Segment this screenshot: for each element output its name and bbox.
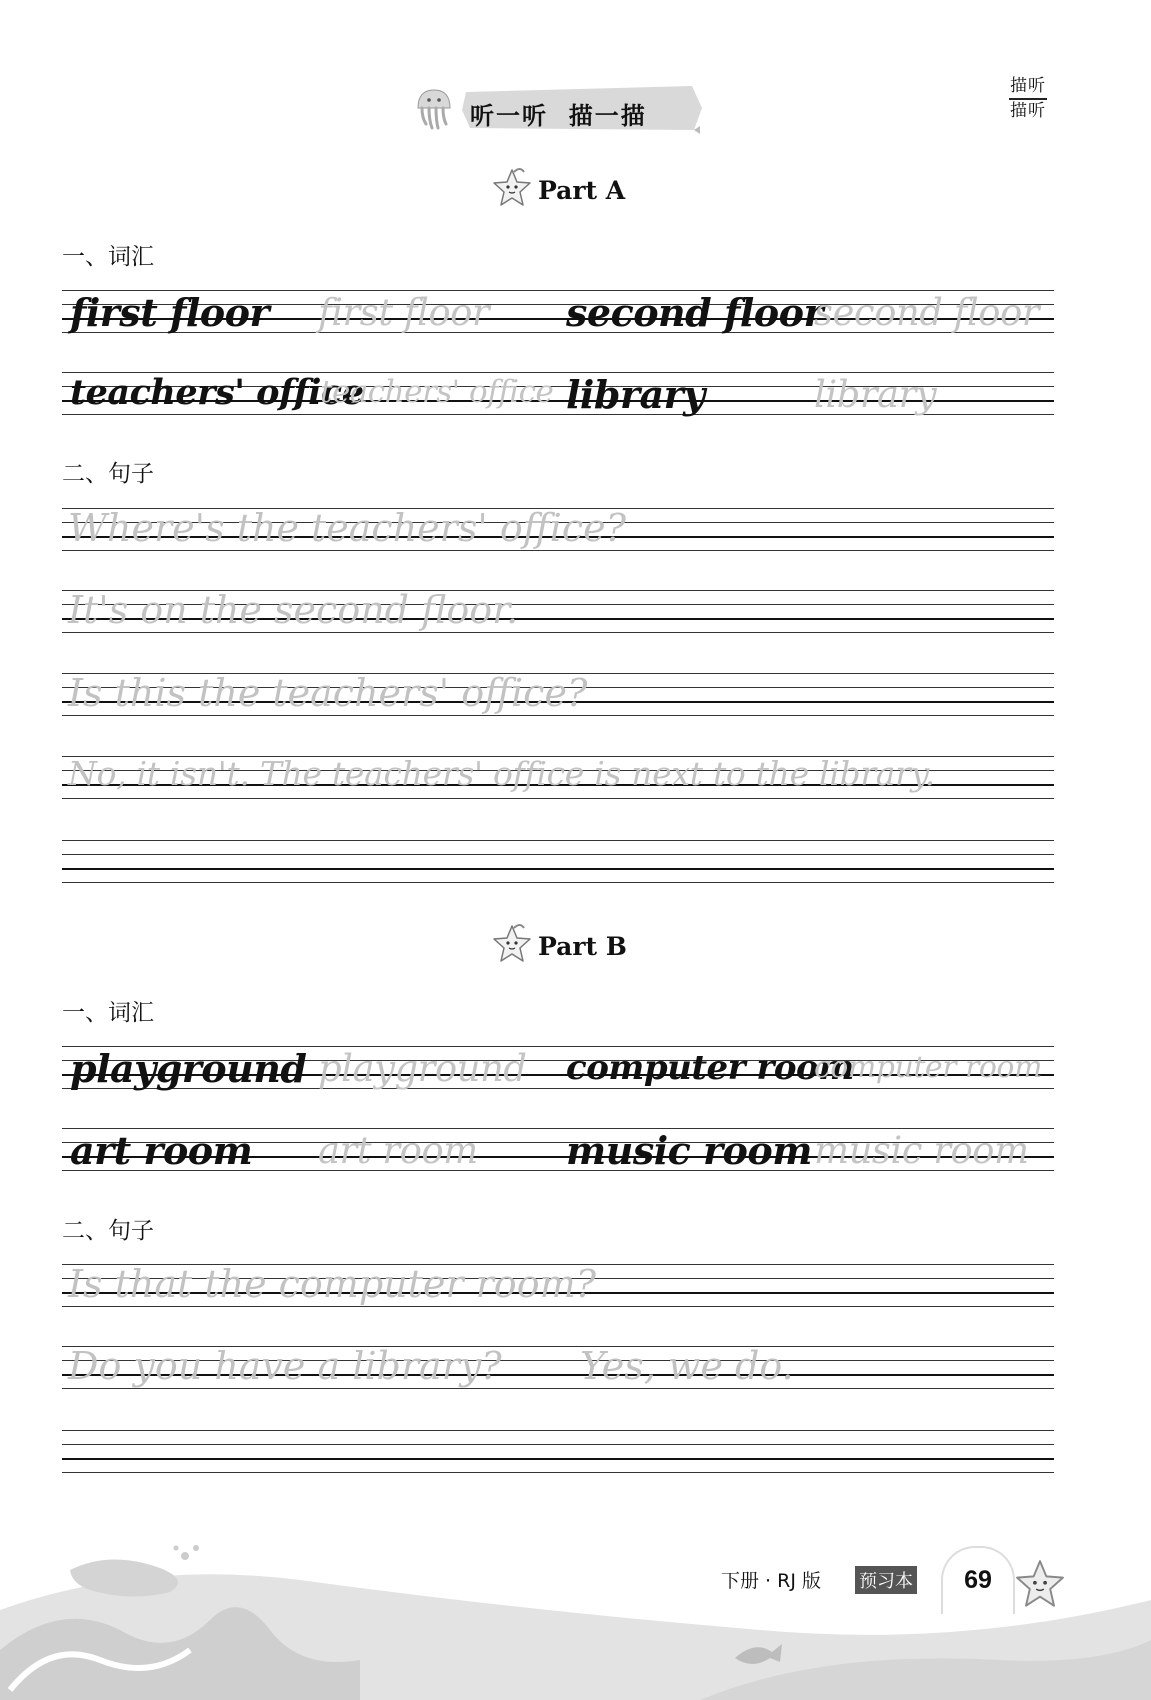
trace-sentence: Is this the teachers' office?	[68, 671, 588, 715]
footer-book-label: 下册 · RJ 版	[721, 1570, 821, 1592]
vocab-trace: computer room	[814, 1050, 1042, 1085]
page-number: 69	[941, 1546, 1015, 1614]
part-b-title: Part B	[538, 932, 627, 961]
trace-sentence: Where's the teachers' office?	[68, 506, 626, 550]
vocab-word: teachers' office	[70, 372, 364, 413]
part-b-vocab-label: 一、词汇	[62, 1000, 154, 1026]
vocab-word: music room	[566, 1128, 812, 1173]
star-mascot-icon	[490, 166, 534, 210]
vocab-word: art room	[70, 1128, 253, 1173]
vocab-word: first floor	[70, 290, 269, 335]
vocab-trace: first floor	[318, 291, 490, 334]
side-label-top: 描听	[1010, 76, 1046, 96]
part-a-heading	[490, 166, 690, 210]
star-mascot-icon	[1012, 1556, 1068, 1612]
trace-sentence: Do you have a library?	[68, 1344, 502, 1388]
part-b-sentence-label: 二、句子	[62, 1218, 154, 1244]
vocab-trace: teachers' office	[320, 374, 554, 410]
trace-sentence-answer: Yes, we do.	[580, 1344, 794, 1388]
footer-badge: 预习本	[855, 1566, 917, 1594]
star-mascot-icon	[490, 922, 534, 966]
writing-lines	[62, 840, 1054, 882]
vocab-trace: art room	[318, 1129, 478, 1172]
vocab-trace: second floor	[814, 291, 1039, 334]
trace-sentence: No, it isn't. The teachers' office is next to the library.	[68, 754, 935, 793]
vocab-word: second floor	[566, 290, 823, 335]
part-a-title: Part A	[538, 176, 626, 205]
banner-title: 听一听 描一描	[470, 102, 647, 130]
vocab-word: playground	[70, 1046, 307, 1091]
trace-sentence: It's on the second floor.	[68, 588, 519, 632]
vocab-trace: music room	[814, 1129, 1029, 1172]
vocab-trace: library	[814, 373, 937, 416]
trace-sentence: Is that the computer room?	[68, 1262, 596, 1306]
jellyfish-icon	[418, 90, 450, 128]
vocab-word: library	[566, 372, 705, 417]
vocab-trace: playground	[318, 1047, 527, 1090]
side-label-bottom: 描听	[1010, 101, 1046, 121]
part-b-heading	[490, 922, 690, 966]
vocab-word: computer room	[566, 1048, 854, 1088]
side-label	[1005, 76, 1051, 122]
part-a-vocab-label: 一、词汇	[62, 244, 154, 270]
side-label-divider	[1009, 98, 1047, 100]
writing-lines	[62, 1430, 1054, 1472]
part-a-sentence-label: 二、句子	[62, 461, 154, 487]
